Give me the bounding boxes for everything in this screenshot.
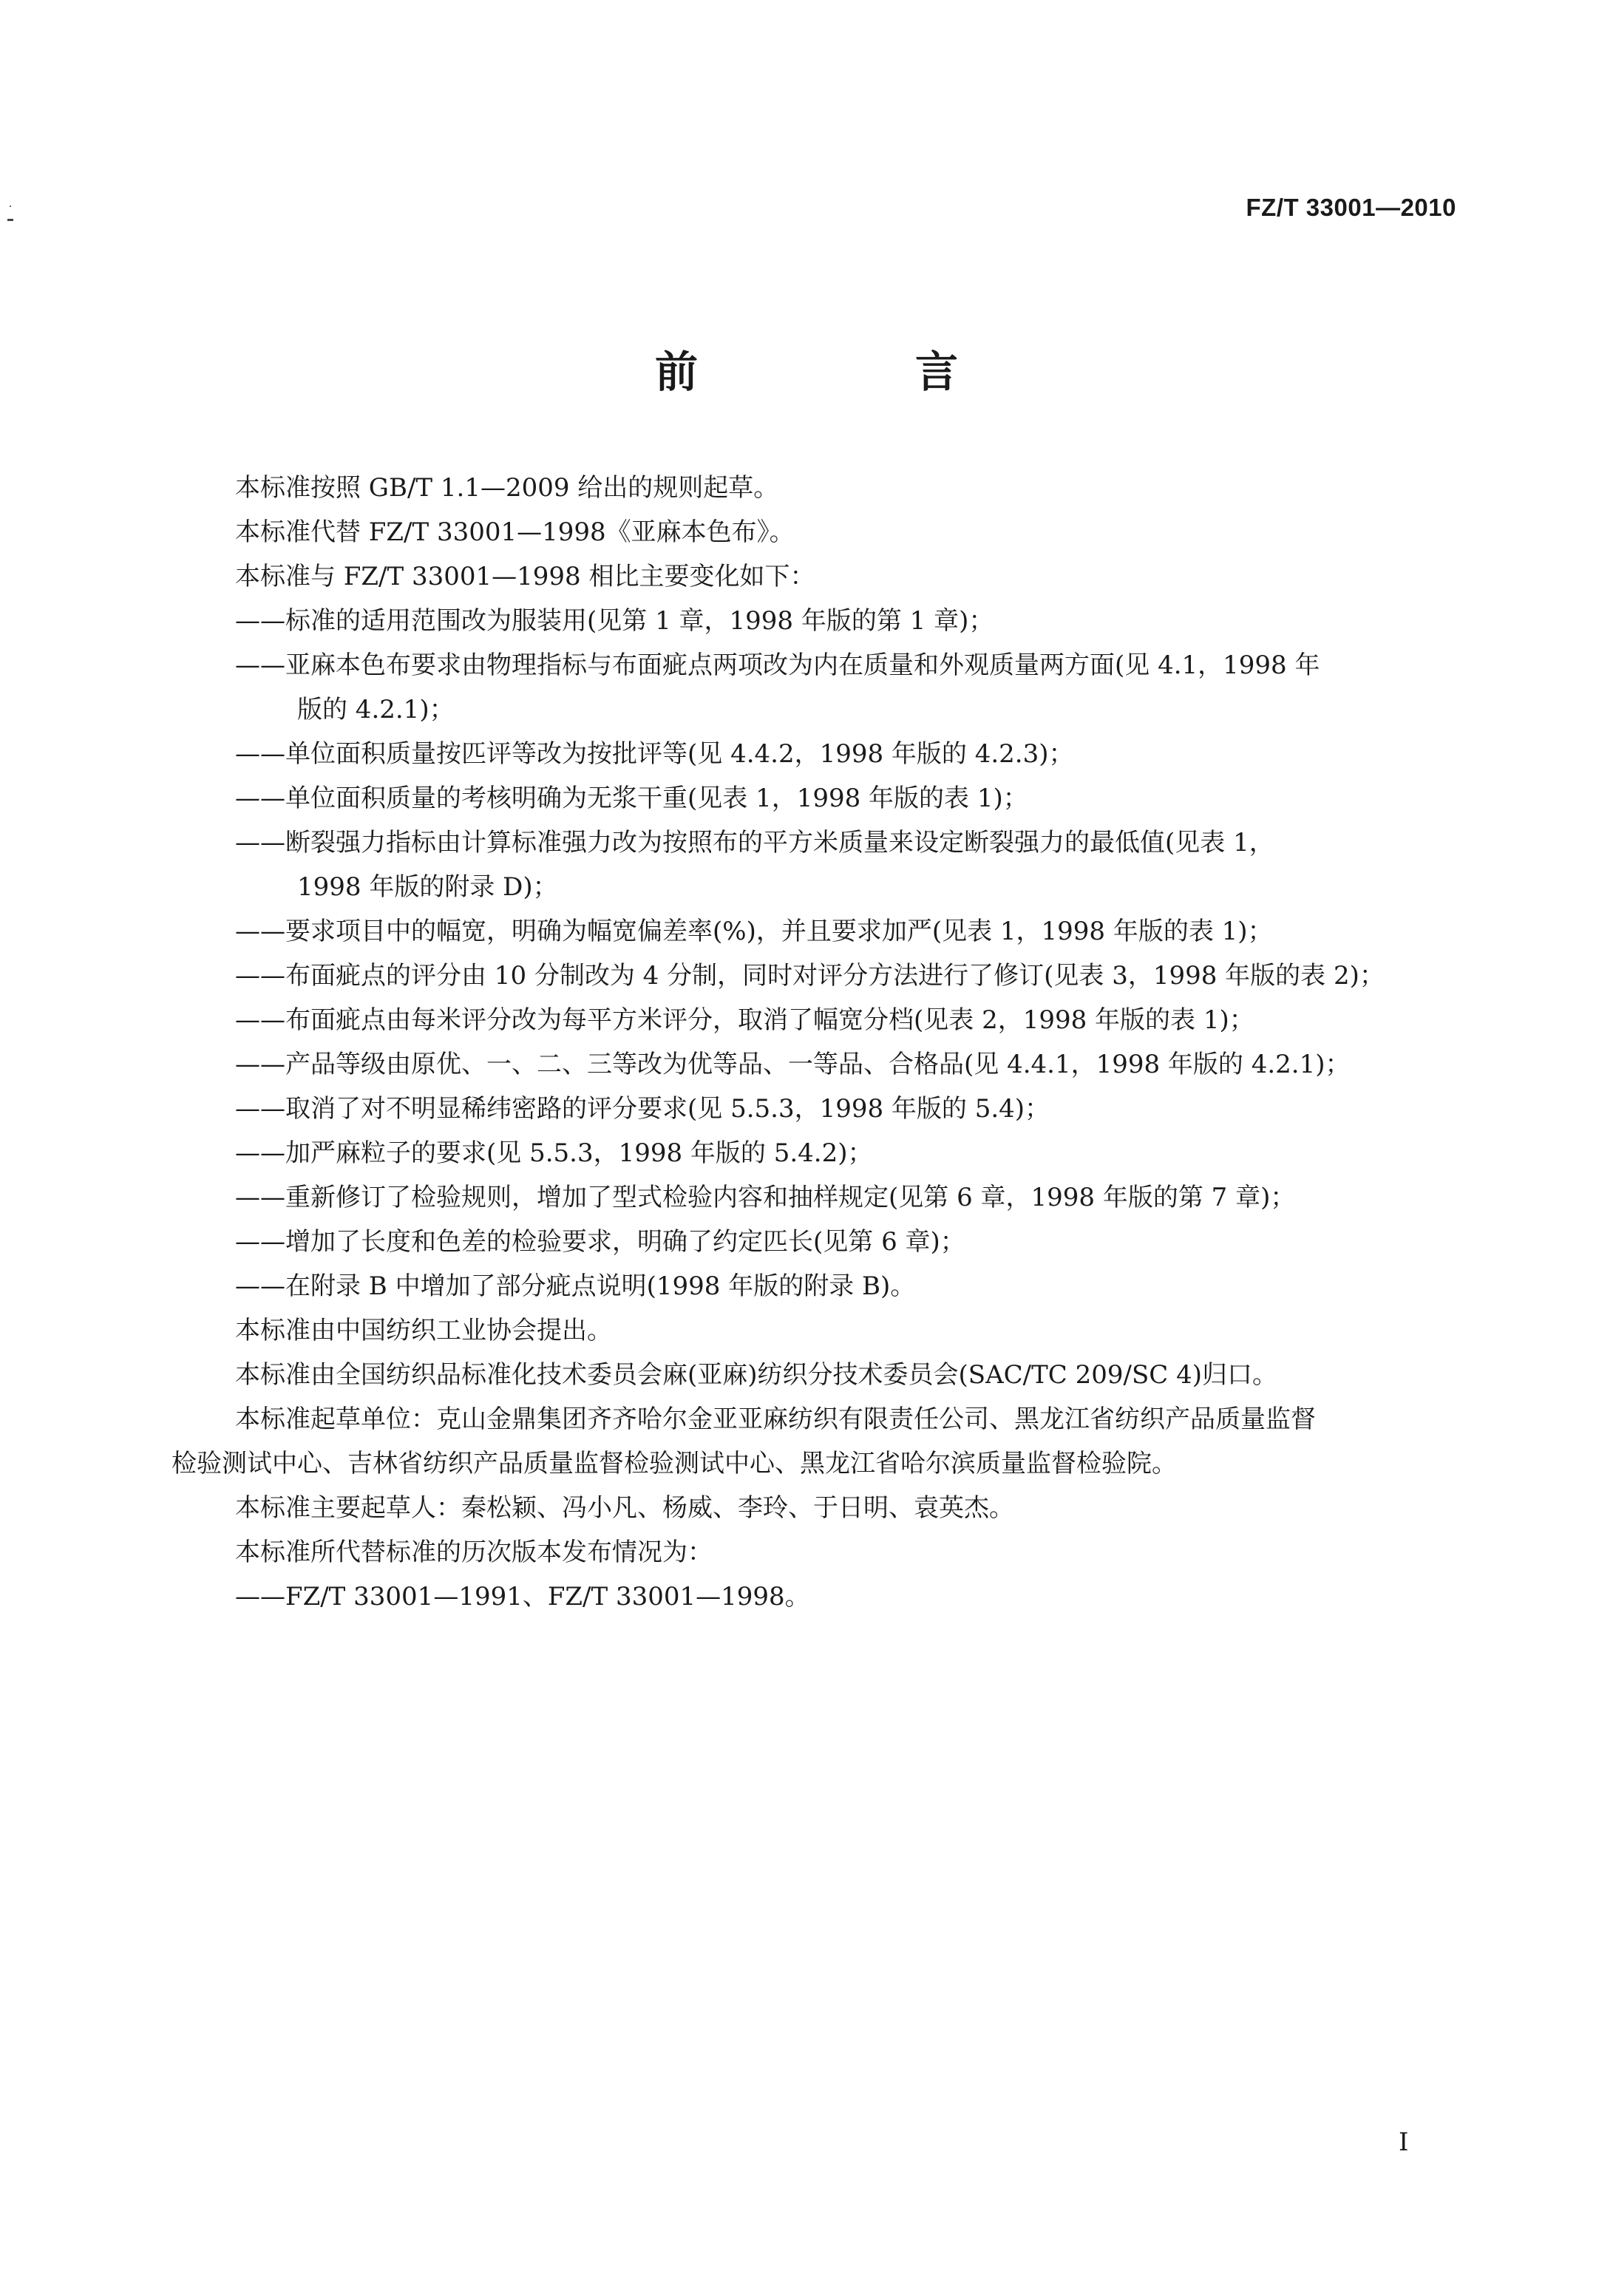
list-item: ——标准的适用范围改为服装用(见第 1 章，1998 年版的第 1 章)；: [235, 606, 994, 636]
paragraph: 本标准按照 GB/T 1.1—2009 给出的规则起草。: [235, 473, 779, 503]
paragraph: 本标准所代替标准的历次版本发布情况为：: [235, 1538, 713, 1567]
list-item: ——重新修订了检验规则，增加了型式检验内容和抽样规定(见第 6 章，1998 年版的第 7 章)；: [235, 1183, 1296, 1212]
list-item: ——亚麻本色布要求由物理指标与布面疵点两项改为内在质量和外观质量两方面(见 4.1，1998 年: [235, 651, 1320, 680]
standard-code: FZ/T 33001—2010: [1246, 194, 1456, 221]
paragraph: 本标准起草单位：克山金鼎集团齐齐哈尔金亚亚麻纺织有限责任公司、黑龙江省纺织产品质量监督: [235, 1405, 1316, 1434]
page-title: 前 言: [654, 347, 1045, 397]
paragraph: 本标准由全国纺织品标准化技术委员会麻(亚麻)纺织分技术委员会(SAC/TC 209/SC 4)归口。: [235, 1360, 1277, 1390]
paragraph-continuation: 检验测试中心、吉林省纺织产品质量监督检验测试中心、黑龙江省哈尔滨质量监督检验院。: [172, 1449, 1177, 1478]
page-number: I: [1399, 2127, 1409, 2157]
paragraph: 本标准与 FZ/T 33001—1998 相比主要变化如下：: [235, 562, 815, 591]
list-item: ——取消了对不明显稀纬密路的评分要求(见 5.5.3，1998 年版的 5.4)；: [235, 1094, 1050, 1124]
list-item: ——加严麻粒子的要求(见 5.5.3，1998 年版的 5.4.2)；: [235, 1138, 873, 1168]
list-item: ——要求项目中的幅宽，明确为幅宽偏差率(%)，并且要求加严(见表 1，1998 年版的表 1)；: [235, 917, 1273, 946]
preface-body: [172, 466, 1458, 1619]
scan-mark: [10, 206, 11, 207]
paragraph: 本标准主要起草人：秦松颖、冯小凡、杨威、李玲、于日明、袁英杰。: [235, 1493, 1014, 1523]
list-item: ——布面疵点由每米评分改为每平方米评分，取消了幅宽分档(见表 2，1998 年版的表 1)；: [235, 1005, 1254, 1035]
list-item-continuation: 1998 年版的附录 D)；: [297, 872, 558, 902]
scan-mark: [7, 219, 13, 221]
list-item: ——增加了长度和色差的检验要求，明确了约定匹长(见第 6 章)；: [235, 1227, 965, 1257]
list-item-continuation: 版的 4.2.1)；: [297, 695, 455, 724]
list-item: ——布面疵点的评分由 10 分制改为 4 分制，同时对评分方法进行了修订(见表 3，1998 年版的表 2)；: [235, 961, 1385, 991]
paragraph: 本标准代替 FZ/T 33001—1998《亚麻本色布》。: [235, 517, 795, 547]
list-item: ——单位面积质量按匹评等改为按批评等(见 4.4.2，1998 年版的 4.2.3)；: [235, 739, 1074, 769]
paragraph: 本标准由中国纺织工业协会提出。: [235, 1316, 612, 1345]
list-item: ——在附录 B 中增加了部分疵点说明(1998 年版的附录 B)。: [235, 1271, 916, 1301]
list-item: ——FZ/T 33001—1991、FZ/T 33001—1998。: [235, 1582, 810, 1611]
list-item: ——单位面积质量的考核明确为无浆干重(见表 1，1998 年版的表 1)；: [235, 784, 1028, 813]
list-item: ——产品等级由原优、一、二、三等改为优等品、一等品、合格品(见 4.4.1，1998 年版的 4.2.1)；: [235, 1050, 1351, 1079]
list-item: ——断裂强力指标由计算标准强力改为按照布的平方米质量来设定断裂强力的最低值(见表 1，: [235, 828, 1274, 857]
